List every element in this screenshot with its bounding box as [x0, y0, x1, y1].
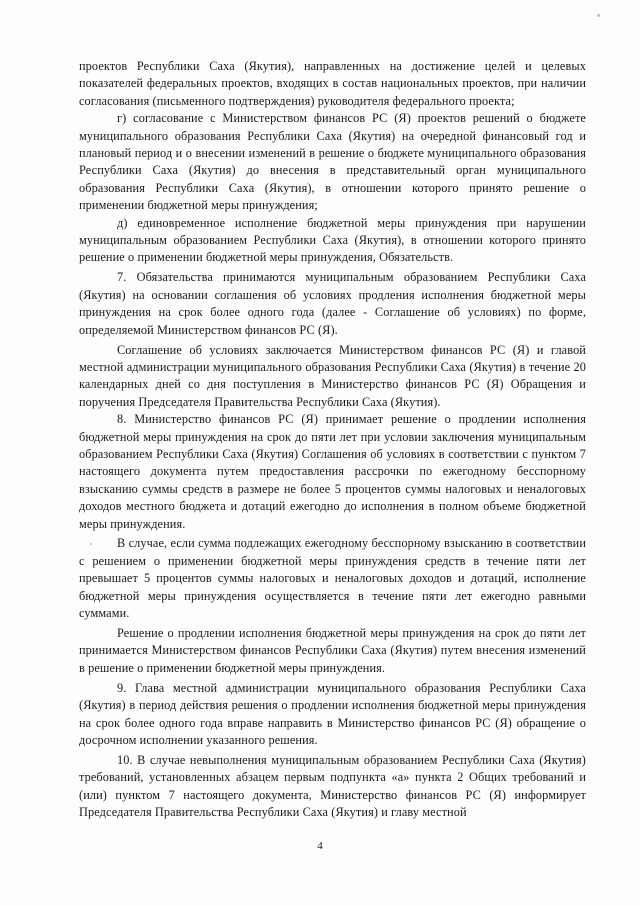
document-body	[79, 58, 586, 821]
paragraph-clause-9: 9. Глава местной администрации муниципального образования Республики Саха (Якутия) в период действия решения о продлении исполнения бюджетной меры принуждения на срок более одного года вправе направить в Министерство финансов РС (Я) обращение о досрочном исполнении указанного решения.	[79, 680, 586, 747]
paragraph-installment-case: В случае, если сумма подлежащих ежегодному бесспорному взысканию в соответствии с решением о применении бюджетной меры принуждения средств в течение пяти лет превышает 5 процентов суммы налоговых и неналоговых доходов и дотаций, исполнение бюджетной меры принуждения осуществляется в течение пяти лет ежегодно равными суммами.	[79, 536, 586, 621]
paragraph-clause-10: 10. В случае невыполнения муниципальным образованием Республики Саха (Якутия) требований, установленных абзацем первым подпункта «а» пункта 2 Общих требований и (или) пунктом 7 настоящего документа, Министерство финансов РС (Я) информирует Председателя Правительства Республики Саха (Якутия) и главу местной	[79, 752, 586, 820]
scan-speck	[90, 543, 92, 545]
paragraph-extension-decision: Решение о продлении исполнения бюджетной меры принуждения на срок до пяти лет принимается Министерством финансов Республики Саха (Якутия) путем внесения изменений в решение о применении бюджетной меры принуждения.	[79, 626, 586, 675]
paragraph-item-g: г) согласование с Министерством финансов РС (Я) проектов решений о бюджете муниципального образования Республики Саха (Якутия) на очередной финансовый год и плановый период и о внесении изменений в решение о бюджете муниципального образования Республики Саха (Якутия) до внесения в представительный орган муниципального образования Республики Саха (Якутия), в отношении которого принято решение о применении бюджетной меры принуждения;	[79, 111, 586, 213]
paragraph-item-d: д) единовременное исполнение бюджетной меры принуждения при нарушении муниципальным образованием Республики Саха (Якутия), в отношении которого принято решение о применении бюджетной меры принуждения, Обязательств.	[79, 215, 586, 265]
paragraph-clause-7: 7. Обязательства принимаются муниципальным образованием Республики Саха (Якутия) на основании соглашения об условиях продления исполнения бюджетной меры принуждения на срок более одного года (далее - Соглашение об условиях) по форме, определяемой Министерством финансов РС (Я).	[79, 270, 586, 337]
paragraph-clause-8: 8. Министерство финансов РС (Я) принимает решение о продлении исполнения бюджетной меры принуждения на срок до пяти лет при условии заключения муниципальным образованием Республики Саха (Якутия) Соглашения об условиях в соответствии с пунктом 7 настоящего документа путем предоставления рассрочки по ежегодному бесспорному взысканию суммы средств в размере не более 5 процентов суммы налоговых и неналоговых доходов местного бюджета и дотаций ежегодно до исполнения в полном объеме бюджетной меры принуждения.	[79, 412, 586, 531]
paragraph-agreement: Соглашение об условиях заключается Министерством финансов РС (Я) и главой местной администрации муниципального образования Республики Саха (Якутия) в течение 20 календарных дней со дня поступления в Министерство финансов РС (Я) Обращения и поручения Председателя Правительства Республики Саха (Якутия).	[79, 342, 586, 409]
paragraph-continuation: проектов Республики Саха (Якутия), направленных на достижение целей и целевых показателей федеральных проектов, входящих в состав национальных проектов, при наличии согласования (письменного подтверждения) руководителя федерального проекта;	[79, 59, 586, 108]
scan-speck	[597, 14, 600, 17]
page-number: 4	[317, 840, 323, 852]
